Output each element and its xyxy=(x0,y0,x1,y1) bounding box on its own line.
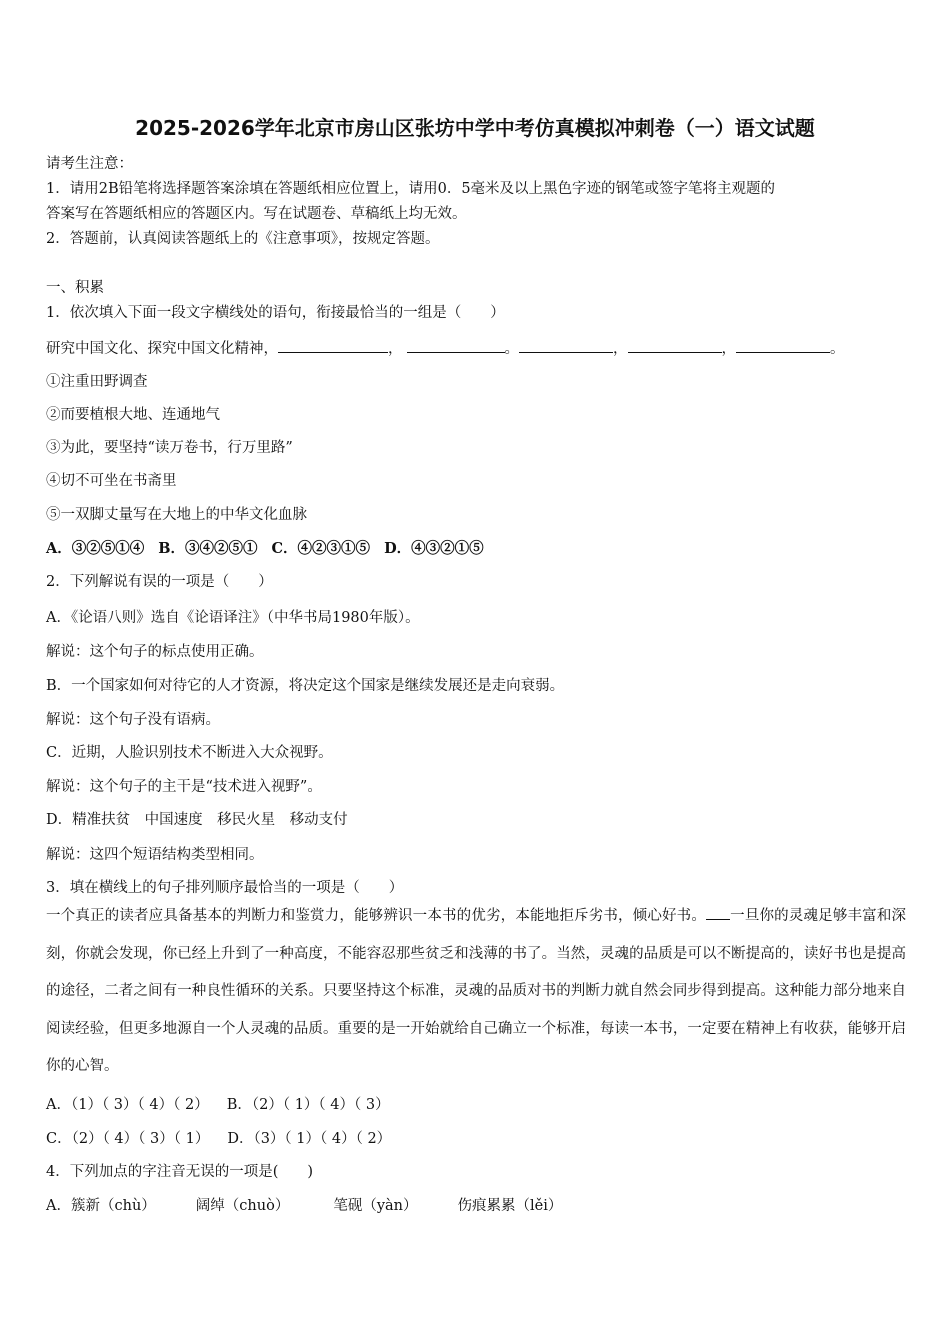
q2-stem: 2．下列解说有误的一项是（ ） xyxy=(46,574,273,590)
q3-passage-start: 一个真正的读者应具备基本的判断力和鉴赏力，能够辨识一本书的优劣，本能地拒斥劣书，倾心好书。 xyxy=(46,908,706,924)
q1-stem: 1．依次填入下面一段文字横线处的语句，衔接最恰当的一组是（ ） xyxy=(46,305,505,321)
q2-note-d: 解说：这四个短语结构类型相同。 xyxy=(46,847,264,863)
notice-heading: 请考生注意： xyxy=(46,156,133,172)
q1-option-a: A．③②⑤①④ xyxy=(46,540,145,557)
q1-options xyxy=(46,537,484,558)
section-heading: 一、积累 xyxy=(46,280,104,296)
q2-note-b: 解说：这个句子没有语病。 xyxy=(46,712,220,728)
q1-blank-5 xyxy=(736,338,830,353)
q2-option-b: B．一个国家如何对待它的人才资源，将决定这个国家是继续发展还是走向衰弱。 xyxy=(46,678,565,694)
q1-sep: 。 xyxy=(830,341,845,357)
q3-options-row-2 xyxy=(46,1127,391,1148)
q1-item-1: ①注重田野调查 xyxy=(46,374,148,390)
q1-sep: ， xyxy=(613,341,628,357)
q1-option-b: B．③④②⑤① xyxy=(158,540,258,557)
q3-option-d: D．（3）（ 1）（ 4）（ 2） xyxy=(227,1131,392,1147)
q1-item-2: ②而要植根大地、连通地气 xyxy=(46,407,220,423)
q1-option-d: D．④③②①⑤ xyxy=(384,540,484,557)
notice-item-1-line-1: 1．请用2B铅笔将选择题答案涂填在答题纸相应位置上，请用0．5毫米及以上黑色字迹的钢笔或签字笔将主观题的 xyxy=(46,181,776,197)
q4-option-a-label: A． xyxy=(46,1198,71,1214)
q3-options-row-1 xyxy=(46,1093,390,1114)
q4-word-3: 笔砚（yàn） xyxy=(333,1198,418,1214)
q2-option-d: D．精准扶贫 中国速度 移民火星 移动支付 xyxy=(46,812,348,828)
page-title: 2025-2026学年北京市房山区张坊中学中考仿真模拟冲刺卷（一）语文试题 xyxy=(135,116,815,140)
notice-item-1-line-2: 答案写在答题纸相应的答题区内。写在试题卷、草稿纸上均无效。 xyxy=(46,206,467,222)
q3-passage xyxy=(46,898,906,1086)
q4-word-4: 伤痕累累（lěi） xyxy=(457,1198,563,1214)
q2-note-c: 解说：这个句子的主干是“技术进入视野”。 xyxy=(46,779,322,795)
q2-option-c: C．近期，人脸识别技术不断进入大众视野。 xyxy=(46,745,333,761)
q3-option-a: A．（1）（ 3）（ 4）（ 2） xyxy=(46,1097,209,1113)
q1-blank-1 xyxy=(278,338,388,353)
q1-item-3: ③为此，要坚持“读万卷书，行万里路” xyxy=(46,440,293,456)
q1-blank-4 xyxy=(628,338,722,353)
q4-word-1: 簇新（chù） xyxy=(70,1198,156,1214)
q1-option-c: C．④②③①⑤ xyxy=(271,540,371,557)
q1-blank-2 xyxy=(407,338,505,353)
q1-blank-3 xyxy=(519,338,613,353)
q4-word-2: 阔绰（chuò） xyxy=(195,1198,290,1214)
q1-item-5: ⑤一双脚丈量写在大地上的中华文化血脉 xyxy=(46,507,307,523)
q3-passage-rest: 一旦你的灵魂足够丰富和深刻，你就会发现，你已经上升到了一种高度，不能容忍那些贫乏和浅薄的书了。当然，灵魂的品质是可以不断提高的，读好书也是提高的途径，二者之间有一种良性循环的关系。只要坚持这个标准，灵魂的品质对书的判断力就自然会同步得到提高。这种能力部分地来自阅读经验，但更多地源自一个人灵魂的品质。重要的是一开始就给自己确立一个标准，每读一本书，一定要在精神上有收获，能够开启你的心智。 xyxy=(46,908,906,1074)
q1-item-4: ④切不可坐在书斋里 xyxy=(46,473,177,489)
q1-sentence-prefix: 研究中国文化、探究中国文化精神， xyxy=(46,341,278,357)
q3-blank xyxy=(706,905,730,920)
q1-sep: ， xyxy=(721,341,736,357)
q3-option-b: B．（2）（ 1）（ 4）（ 3） xyxy=(226,1097,390,1113)
q2-option-a: A．《论语八则》选自《论语译注》（中华书局1980年版）。 xyxy=(46,610,420,626)
q4-stem: 4．下列加点的字注音无误的一项是( ) xyxy=(46,1164,314,1180)
q3-option-c: C．（2）（ 4）（ 3）（ 1） xyxy=(46,1131,210,1147)
notice-item-2: 2．答题前，认真阅读答题纸上的《注意事项》，按规定答题。 xyxy=(46,231,440,247)
q4-option-a xyxy=(46,1194,562,1215)
q1-sep: 。 xyxy=(504,341,519,357)
q1-sep: ， xyxy=(388,341,403,357)
q1-sentence xyxy=(46,337,845,358)
q3-stem: 3．填在横线上的句子排列顺序最恰当的一项是（ ） xyxy=(46,880,404,896)
q2-note-a: 解说：这个句子的标点使用正确。 xyxy=(46,644,264,660)
